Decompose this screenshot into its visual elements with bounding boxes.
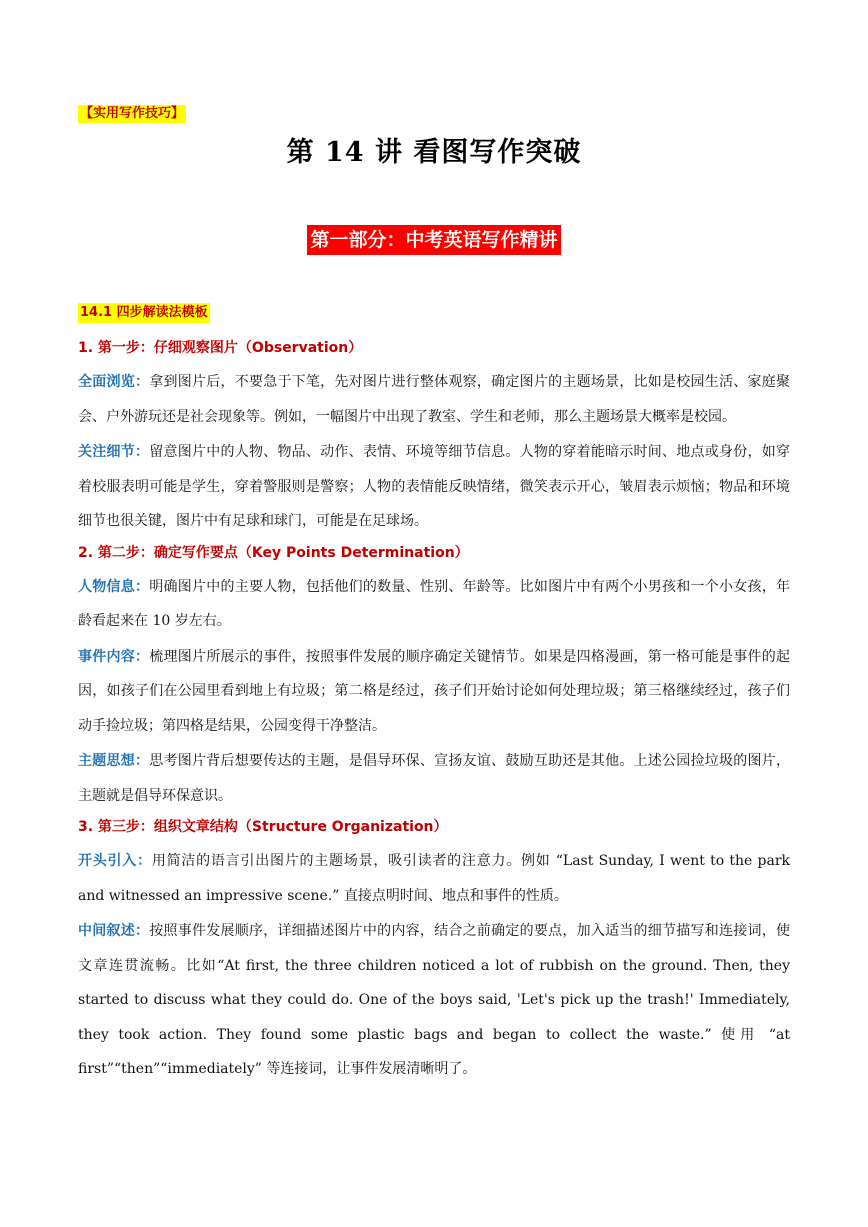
- paragraph-text: 留意图片中的人物、物品、动作、表情、环境等细节信息。人物的穿着能暗示时间、地点或身份，如穿着校服表明可能是学生，穿着警服则是警察；人物的表情能反映情绪，微笑表示开心，皱眉表示烦恼；物品和环境细节也很关键，图片中有足球和球门，可能是在足球场。: [78, 444, 791, 529]
- keyword-label: 事件内容：: [78, 648, 150, 665]
- keyword-label: 全面浏览：: [78, 374, 150, 390]
- keyword-label: 关注细节：: [78, 444, 150, 460]
- keyword-label: 人物信息：: [78, 578, 150, 595]
- paragraph-text: 用简洁的语言引出图片的主题场景，吸引读者的注意力。例如 “Last Sunday, I went to the park and witnessed an impressive scene.” 直接点明时间、地点和事件的性质。: [78, 853, 791, 904]
- paragraph-text: 梳理图片所展示的事件，按照事件发展的顺序确定关键情节。如果是四格漫画，第一格可能是事件的起因，如孩子们在公园里看到地上有垃圾；第二格是经过，孩子们开始讨论如何处理垃圾；第三格继续经过，孩子们动手捡垃圾；第四格是结果，公园变得干净整洁。: [78, 648, 791, 734]
- paragraph: [78, 365, 790, 434]
- paragraph-text: 思考图片背后想要传达的主题，是倡导环保、宣扬友谊、鼓励互助还是其他。上述公园捡垃圾的图片，主题就是倡导环保意识。: [78, 753, 791, 804]
- keyword-label: 中间叙述：: [78, 923, 150, 939]
- main-content: [78, 335, 790, 1088]
- category-tag: 【实用写作技巧】: [80, 106, 185, 121]
- page-title: 第 14 讲 看图写作突破: [286, 137, 582, 168]
- step-block: [78, 540, 790, 814]
- paragraph-text: 拿到图片后，不要急于下笔，先对图片进行整体观察，确定图片的主题场景，比如是校园生活、家庭聚会、户外游玩还是社会现象等。例如，一幅图片中出现了教室、学生和老师，那么主题场景大概率是校园。: [78, 374, 791, 425]
- paragraph: [78, 744, 790, 813]
- paragraph: [78, 640, 790, 744]
- step-heading: 1. 第一步：仔细观察图片（Observation）: [78, 340, 363, 356]
- step-block: [78, 335, 790, 539]
- part-banner: [0, 225, 868, 255]
- paragraph-text: 明确图片中的主要人物，包括他们的数量、性别、年龄等。比如图片中有两个小男孩和一个小女孩，年龄看起来在 10 岁左右。: [78, 578, 791, 629]
- paragraph-text: 按照事件发展顺序，详细描述图片中的内容，结合之前确定的要点，加入适当的细节描写和连接词，使文章连贯流畅。比如“At first, the three children noticed a lot of rubbish on the ground. Then, they started to discuss what they could do. One of the boys said, 'Let's pick up the trash!' Immediately, they took action. They found some plastic bags and began to collect the waste.” 使用 “at first”“then”“immediately” 等连接词，让事件发展清晰明了。: [78, 923, 791, 1077]
- keyword-label: 主题思想：: [78, 753, 150, 769]
- part-title: 第一部分：中考英语写作精讲: [307, 225, 560, 255]
- section-title: 14.1 四步解读法模板: [78, 303, 210, 323]
- paragraph: [78, 570, 790, 639]
- paragraph: [78, 844, 790, 913]
- step-heading: 3. 第三步：组织文章结构（Structure Organization）: [78, 819, 448, 835]
- keyword-label: 开头引入：: [78, 853, 152, 869]
- step-block: [78, 814, 790, 1087]
- step-heading: 2. 第二步：确定写作要点（Key Points Determination）: [78, 544, 469, 561]
- paragraph: [78, 914, 790, 1087]
- paragraph: [78, 435, 790, 539]
